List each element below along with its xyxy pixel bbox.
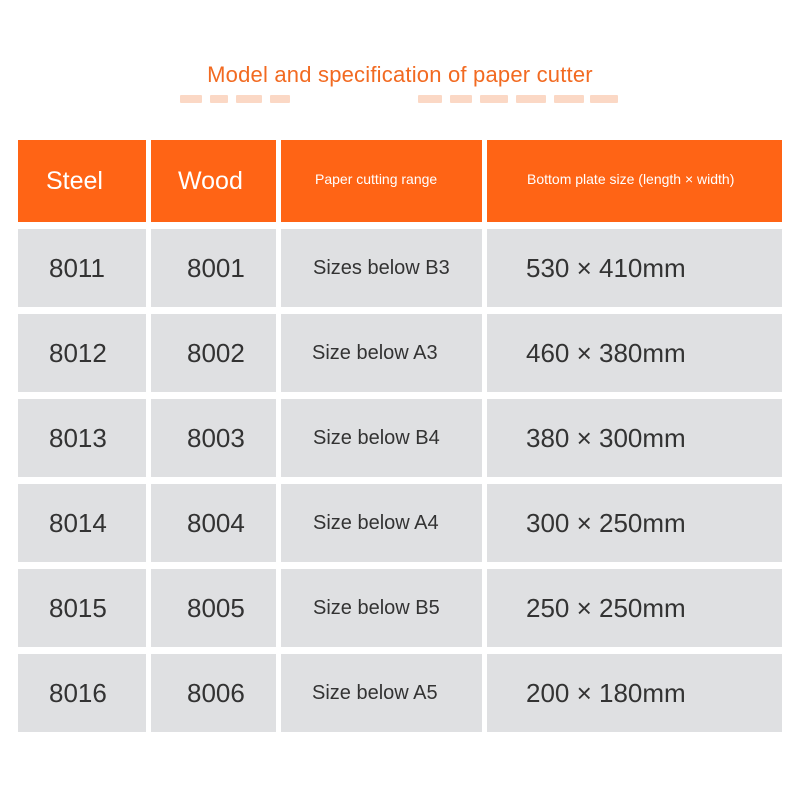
wood-model: 8003 [187,422,245,453]
plate-size: 250 × 250mm [526,592,686,623]
plate-size: 530 × 410mm [526,252,686,283]
cutting-range: Size below A4 [313,511,439,534]
table-row-2-steel [18,314,146,392]
header-steel-label: Steel [46,166,103,195]
wood-model: 8005 [187,592,245,623]
header-wood-label: Wood [178,166,243,195]
table-row-2-plate [487,314,782,392]
table-row-3-wood [151,399,276,477]
cutting-range: Size below A3 [312,341,438,364]
table-row-6-range [281,654,482,732]
table-row-1-wood [151,229,276,307]
header-range [281,140,482,222]
table-row-2-range [281,314,482,392]
table-row-5-wood [151,569,276,647]
header-plate [487,140,782,222]
header-range-label: Paper cutting range [315,171,438,187]
table-row-6-wood [151,654,276,732]
table-row-1-range [281,229,482,307]
wood-model: 8001 [187,252,245,283]
table-row-2-wood [151,314,276,392]
wood-model: 8004 [187,507,245,538]
table-row-4-steel [18,484,146,562]
table-row-3-range [281,399,482,477]
header-wood [151,140,276,222]
plate-size: 460 × 380mm [526,337,686,368]
steel-model: 8012 [49,337,107,368]
page-title: Model and specification of paper cutter [207,62,593,87]
cutting-range: Size below A5 [312,681,438,704]
header-plate-label: Bottom plate size (length × width) [527,171,735,187]
table-row-4-wood [151,484,276,562]
plate-size: 200 × 180mm [526,677,686,708]
table-row-4-plate [487,484,782,562]
wood-model: 8006 [187,677,245,708]
table-row-6-steel [18,654,146,732]
table-row-4-range [281,484,482,562]
steel-model: 8013 [49,422,107,453]
table-row-1-steel [18,229,146,307]
plate-size: 300 × 250mm [526,507,686,538]
cutting-range: Sizes below B3 [313,256,450,279]
cutting-range: Size below B4 [313,426,440,449]
cropped-subtitle-decoration [180,95,620,103]
steel-model: 8015 [49,592,107,623]
table-row-6-plate [487,654,782,732]
table-row-3-steel [18,399,146,477]
plate-size: 380 × 300mm [526,422,686,453]
steel-model: 8016 [49,677,107,708]
steel-model: 8011 [49,252,105,283]
table-row-1-plate [487,229,782,307]
header-steel [18,140,146,222]
table-row-3-plate [487,399,782,477]
table-row-5-range [281,569,482,647]
cutting-range: Size below B5 [313,596,440,619]
table-row-5-steel [18,569,146,647]
table-row-5-plate [487,569,782,647]
wood-model: 8002 [187,337,245,368]
steel-model: 8014 [49,507,107,538]
